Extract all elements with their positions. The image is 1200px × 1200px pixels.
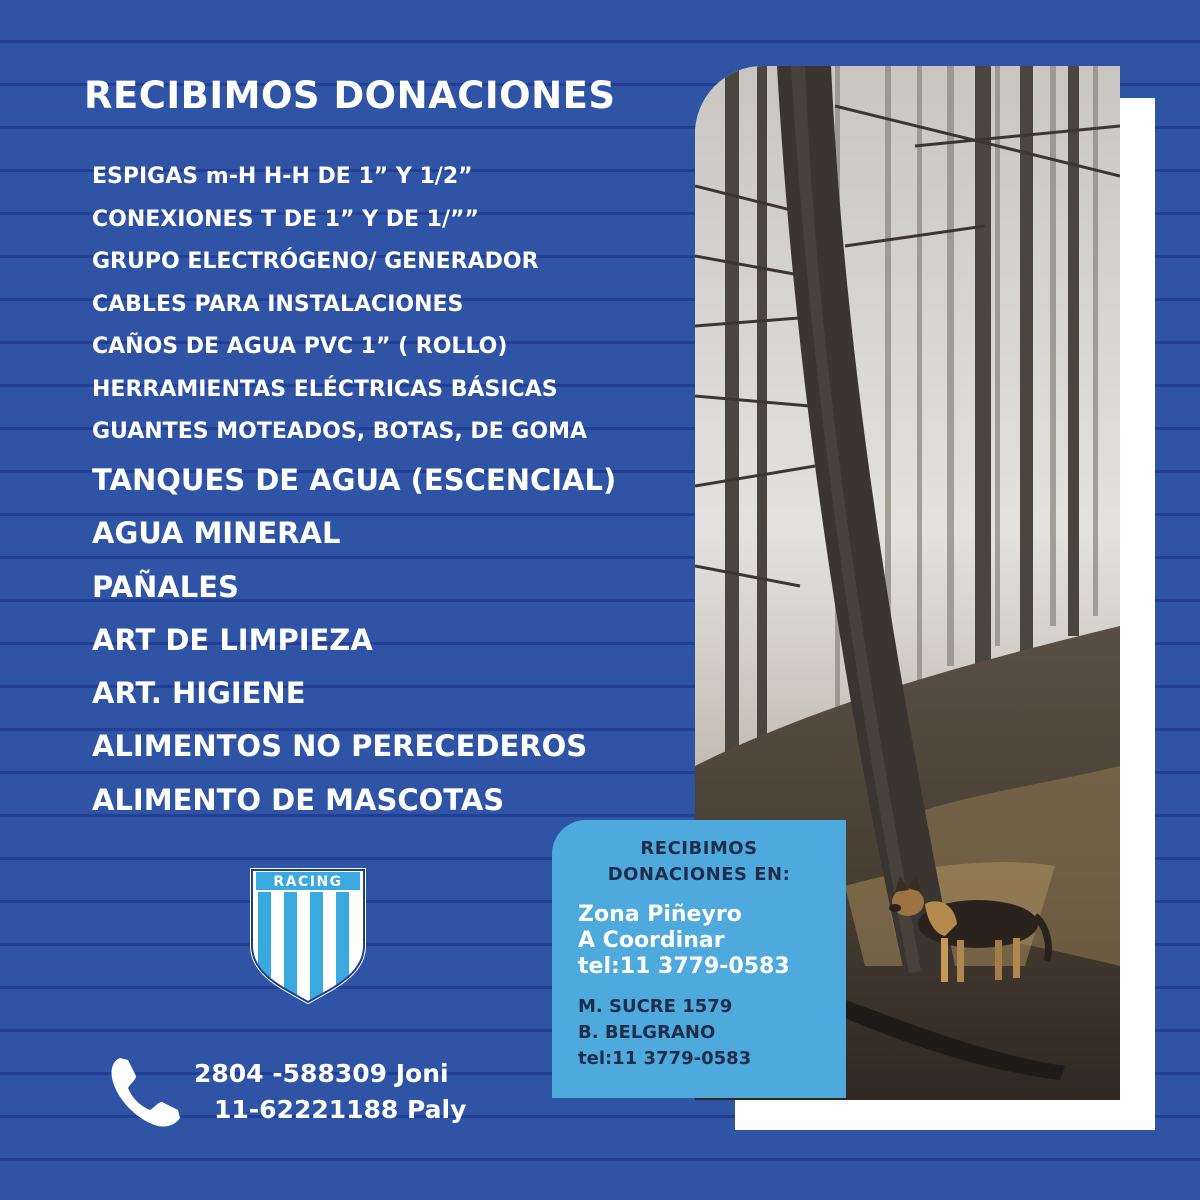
list-item: PAÑALES xyxy=(92,569,239,604)
list-item: GUANTES MOTEADOS, BOTAS, DE GOMA xyxy=(92,419,587,444)
list-item: ESPIGAS m-H H-H DE 1” Y 1/2” xyxy=(92,164,473,189)
list-item: CAÑOS DE AGUA PVC 1” ( ROLLO) xyxy=(92,334,508,359)
location1-name: Zona Piñeyro xyxy=(578,902,742,927)
list-item: AGUA MINERAL xyxy=(92,516,341,551)
location1-note: A Coordinar xyxy=(578,928,725,953)
location2-phone: tel:11 3779-0583 xyxy=(578,1048,752,1069)
list-item: CONEXIONES T DE 1” Y DE 1/”” xyxy=(92,206,479,232)
donation-list-small xyxy=(92,156,587,454)
info-heading-line2: DONACIONES EN: xyxy=(607,864,791,885)
list-item: HERRAMIENTAS ELÉCTRICAS BÁSICAS xyxy=(92,376,558,402)
list-item: TANQUES DE AGUA (ESCENCIAL) xyxy=(92,463,617,497)
list-item: GRUPO ELECTRÓGENO/ GENERADOR xyxy=(92,249,539,274)
list-item: ALIMENTO DE MASCOTAS xyxy=(92,782,505,817)
phone-number-joni: 2804 -588309 Joni xyxy=(194,1059,449,1088)
contact-phones xyxy=(194,1056,494,1128)
donation-list-large xyxy=(92,454,616,827)
phone-icon xyxy=(108,1054,184,1130)
phone-number-paly: 11-62221188 Paly xyxy=(214,1095,467,1124)
location1-phone: tel:11 3779-0583 xyxy=(578,954,790,979)
info-heading-line1: RECIBIMOS xyxy=(640,838,758,859)
list-item: ALIMENTOS NO PERECEDEROS xyxy=(92,729,588,764)
location2-area: B. BELGRANO xyxy=(578,1022,716,1043)
page-title: RECIBIMOS DONACIONES xyxy=(84,74,616,117)
donation-location-box xyxy=(552,820,846,1098)
racing-club-logo xyxy=(248,866,368,1004)
list-item: ART. HIGIENE xyxy=(92,676,306,711)
list-item: CABLES PARA INSTALACIONES xyxy=(92,291,464,317)
logo-text: RACING xyxy=(273,874,343,890)
location2-address: M. SUCRE 1579 xyxy=(578,996,733,1017)
list-item: ART DE LIMPIEZA xyxy=(92,622,373,657)
